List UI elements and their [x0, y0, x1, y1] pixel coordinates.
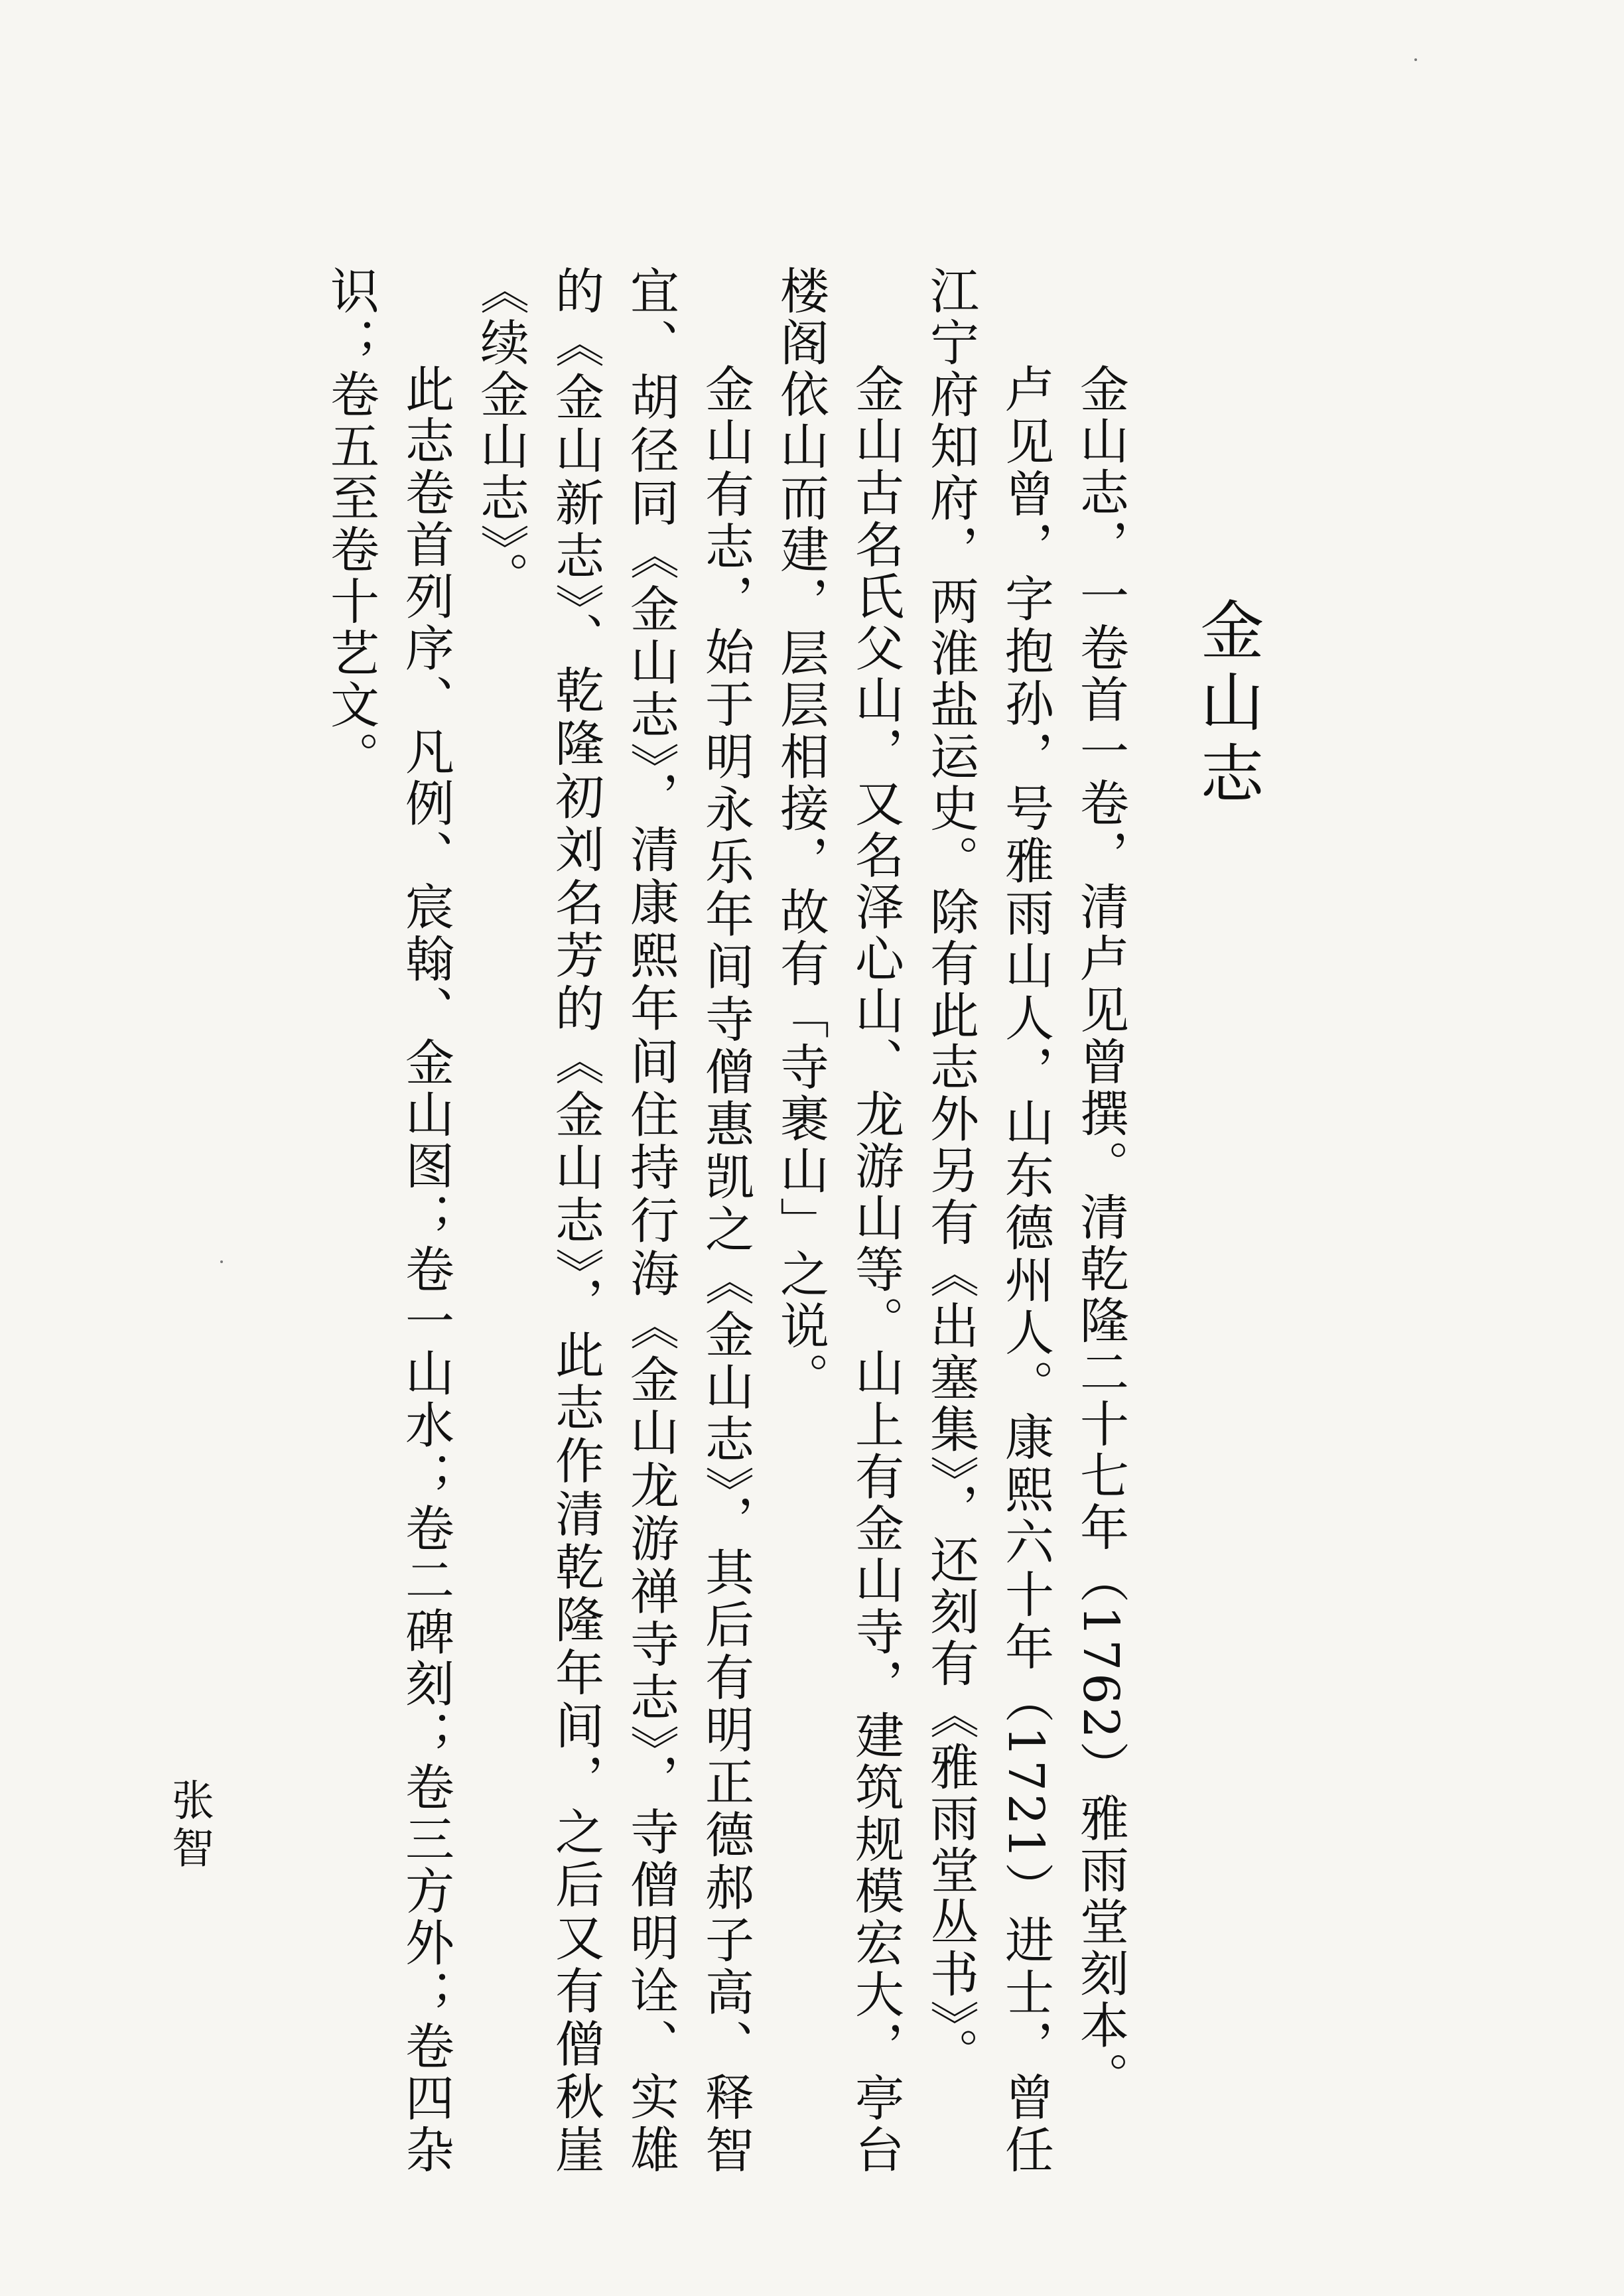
body-text [236, 265, 1138, 2176]
author-name: 张智 [165, 1778, 214, 1873]
scan-speck [220, 1260, 223, 1263]
paragraph: 此志卷首列序、凡例、宸翰、金山图；卷一山水；卷二碑刻；卷三方外；卷四杂识；卷五至卷十艺文。 [322, 265, 454, 2176]
page-title: 金山志 [1190, 597, 1264, 812]
paragraph: 金山有志，始于明永乐年间寺僧惠凯之《金山志》，其后有明正德郝子高、释智宜、胡径同《金山志》，清康熙年间住持行海《金山龙游禅寺志》，寺僧明诠、实雄的《金山新志》、乾隆初刘名芳的《金山志》，此志作清乾隆年间，之后又有僧秋崖《续金山志》。 [472, 265, 754, 2176]
paragraph: 卢见曾，字抱孙，号雅雨山人，山东德州人。康熙六十年（1721）进士，曾任江宁府知府，两淮盐运史。除有此志外另有《出塞集》，还刻有《雅雨堂丛书》。 [922, 265, 1054, 2176]
paragraph: 金山古名氏父山，又名泽心山、龙游山等。山上有金山寺，建筑规模宏大，亭台楼阁依山而建，层层相接，故有「寺裹山」之说。 [772, 265, 904, 2176]
scan-speck [1414, 58, 1417, 61]
paragraph: 金山志，一卷首一卷，清卢见曾撰。清乾隆二十七年（1762）雅雨堂刻本。 [1072, 364, 1129, 2104]
